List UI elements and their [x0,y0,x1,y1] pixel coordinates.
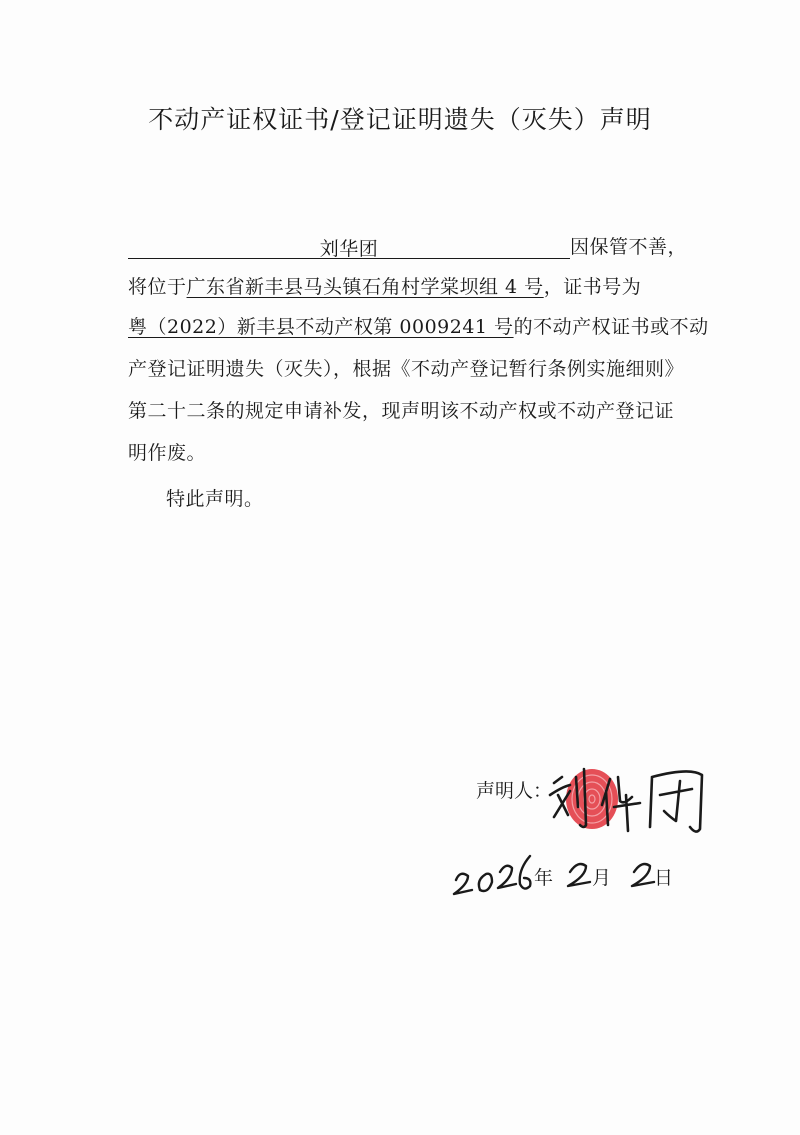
handwritten-signature [540,755,720,845]
declarant-name: 刘华团 [128,234,570,259]
date-year-char: 年 [534,867,554,889]
line2-prefix: 将位于 [128,276,187,298]
certificate-number: 粤（2022）新丰县不动产权第 0009241 号 [128,316,514,338]
declaration-line-3 [128,312,709,339]
document-title: 不动产证权证书/登记证明遗失（灭失）声明 [148,105,652,134]
date-day-char: 日 [654,867,674,889]
date-month-strokes [568,864,590,886]
property-address: 广东省新丰县马头镇石角村学棠坝组 4 号 [186,276,544,298]
date-month-char: 月 [592,867,612,889]
handwritten-date [450,850,710,910]
date-year-strokes [454,856,530,894]
closing-statement: 特此声明。 [166,488,264,510]
line2-suffix: ，证书号为 [543,276,642,298]
declaration-line-6: 明作废。 [128,442,207,464]
declaration-line-4: 产登记证明遗失（灭失），根据《不动产登记暂行条例实施细则》 [128,358,685,380]
line1-suffix: 因保管不善， [570,236,688,258]
line3-suffix: 的不动产权证书或不动 [513,316,709,338]
declaration-line-1 [128,232,687,259]
signature-label: 声明人： [476,780,553,802]
declaration-line-5: 第二十二条的规定申请补发，现声明该不动产权或不动产登记证 [128,400,675,422]
declaration-line-2 [128,272,641,299]
date-day-strokes [632,864,654,886]
